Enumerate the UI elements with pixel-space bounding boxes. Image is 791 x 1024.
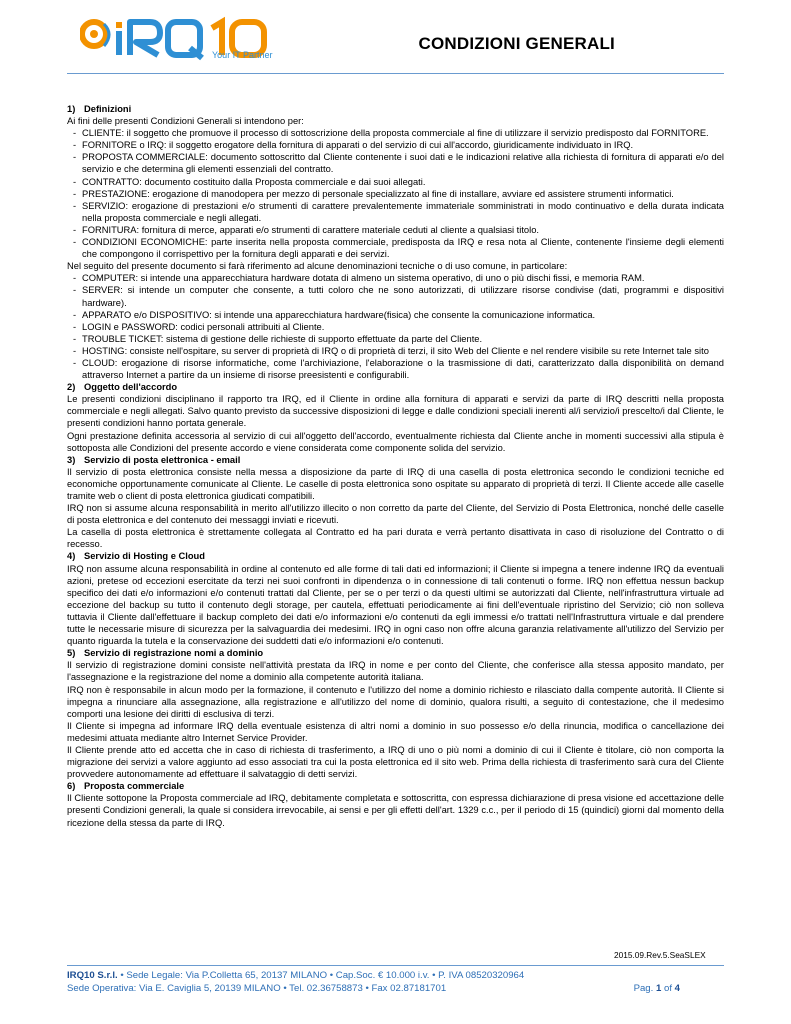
list-item: - FORNITURA: fornitura di merce, apparati e/o strumenti di carattere materiale ceduti al cliente a qualsiasi titolo. bbox=[82, 224, 724, 236]
list-item: - APPARATO e/o DISPOSITIVO: si intende una apparecchiatura hardware(fisica) che consente la comunicazione informatica. bbox=[82, 309, 724, 321]
company-name: IRQ10 S.r.l. bbox=[67, 970, 118, 981]
section-heading: 2) Oggetto dell'accordo bbox=[67, 382, 178, 393]
paragraph: Il Cliente sottopone la Proposta commerciale ad IRQ, debitamente completata e sottoscritta, con espressa dichiarazione di presa visione ed accettazione delle presenti Condizioni generali, la quale si considera irrevocabile, ai sensi e per gli effetti dell'art. 1329 c.c., per il periodo di 15 (quindici) giorni dal momento della ricezione della stessa da parte di IRQ. bbox=[67, 793, 724, 828]
logo-swirl-icon bbox=[82, 22, 109, 46]
list-item: - PROPOSTA COMMERCIALE: documento sottoscritto dal Cliente contenente i suoi dati e le indicazioni relative alla richiesta di fornitura di apparati e/o del servizio e che determina gli elementi essenziali del contratto. bbox=[82, 151, 724, 175]
revision-code: 2015.09.Rev.5.SeaSLEX bbox=[614, 950, 706, 960]
paragraph: Il Cliente si impegna ad informare IRQ della eventuale esistenza di altri nomi a dominio in suo possesso e/o della rinuncia, modifica o cancellazione dei medesimi attuata mediante altro Internet Service Provider. bbox=[67, 720, 724, 743]
definitions-list bbox=[67, 127, 724, 260]
section-heading: 5) Servizio di registrazione nomi a dominio bbox=[67, 648, 264, 659]
paragraph: Ogni prestazione definita accessoria al servizio di cui all'oggetto dell'accordo, eventualmente richiesta dal Cliente anche in momenti successivi alla stipula è sottoposta alle Condizioni del presente accordo e viene considerata come componente solida del servizio. bbox=[67, 430, 724, 453]
section-heading: 6) Proposta commerciale bbox=[67, 781, 185, 792]
list-item: - COMPUTER: si intende una apparecchiatura hardware dotata di almeno un sistema operativo, di uno o più dischi fissi, e memoria RAM. bbox=[82, 272, 724, 284]
paragraph: La casella di posta elettronica è strettamente collegata al Contratto ed ha pari durata e verrà pertanto disattivata in caso di risoluzione del Contratto o di recesso. bbox=[67, 527, 724, 550]
operative-address: Sede Operativa: Via E. Caviglia 5, 20139 MILANO • Tel. 02.36758873 • Fax 02.87181701 bbox=[67, 982, 447, 994]
list-item: - LOGIN e PASSWORD: codici personali attribuiti al Cliente. bbox=[82, 321, 724, 333]
paragraph: Il servizio di registrazione domini consiste nell'attività prestata da IRQ in nome e per conto del Cliente, che conferisce alla stessa apposito mandato, per l'assegnazione e la registrazione del nome a dominio alla competente autorità italiana. bbox=[67, 660, 724, 683]
paragraph: IRQ non assume alcuna responsabilità in ordine al contenuto ed alle forme di tali dati ed informazioni; il Cliente si impegna a tenere indenne IRQ da eventuali azioni, pretese od eccezioni esercitate da terzi nei suoi confronti in dipendenza o in connessione di tali contenuti o forme. IRQ non effettua nessun backup specifico dei dati e/o informazioni e/o contenuti trattati dal Cliente, per se o per terzi o da questi ultimi se autorizzati dal Cliente, nell'infrastruttura virtuale ad eccezione del backup su tutto il contenuto degli storage, per cautela, effettuati periodicamente ai fini dell'eventuale ripristino del Servizio; ciò non solleva tuttavia il Cliente dall'effettuare il backup completo dei dati e/o informazioni e/o contenuti da egli immessi e/o trattati nell'Infrastruttura virtuale e dal prendere tutte le necessarie misure di sicurezza per la salvaguardia dei medesimi. IRQ in ogni caso non offre alcuna garanzia relativamente all'utilizzo del Servizio per quanto riguarda la tutela e la conservazione dei suddetti dati e/o informazioni e/o contenuti. bbox=[67, 563, 724, 647]
footer-legal-line bbox=[67, 970, 724, 983]
list-item: - TROUBLE TICKET: sistema di gestione delle richieste di supporto effettuate da parte del Cliente. bbox=[82, 333, 724, 345]
paragraph: IRQ non si assume alcuna responsabilità in merito all'utilizzo illecito o non corretto da parte del Cliente, del Servizio di Posta Elettronica, nonché delle caselle di posta elettronica e del contenuto dei messaggi inviati e ricevuti. bbox=[67, 503, 724, 526]
list-item: - CONTRATTO: documento costituito dalla Proposta commerciale e dai suoi allegati. bbox=[82, 176, 724, 188]
list-item: - HOSTING: consiste nell'ospitare, su server di proprietà di IRQ o di proprietà di terzi, il sito Web del Cliente e nel rendere visibile su rete Internet tale sito bbox=[82, 345, 724, 357]
list-item: - CLOUD: erogazione di risorse informatiche, come l'archiviazione, l'elaborazione o la trasmissione di dati, caratterizzato dalla disponibilità on demand attraverso Internet a partire da un insieme di risorse preesistenti e configurabili. bbox=[82, 357, 724, 381]
list-item: - SERVER: si intende un computer che consente, a tutti coloro che ne sono autorizzati, di utilizzare risorse condivise (dati, programmi e dispositivi hardware). bbox=[82, 284, 724, 308]
logo-tagline: Your IT Partner bbox=[212, 50, 273, 60]
paragraph: Il Cliente prende atto ed accetta che in caso di richiesta di trasferimento, a IRQ di uno o più nomi a dominio di cui il Cliente è titolare, ciò non comporta la migrazione dei servizi a valore aggiunto ad esso associati tra cui la posta elettronica ed il sito web. Prima della richiesta di trasferimento sarà cura del Cliente provvedere autonomamente ad effettuare il salvataggio di detti servizi. bbox=[67, 744, 724, 780]
legal-address: • Sede Legale: Via P.Colletta 65, 20137 MILANO • Cap.Soc. € 10.000 i.v. • P. IVA 08520320964 bbox=[117, 970, 525, 981]
page-number: Pag. 1 of 4 bbox=[633, 982, 680, 994]
technical-terms-list bbox=[67, 272, 724, 381]
paragraph: IRQ non è responsabile in alcun modo per la formazione, il contenuto e l'utilizzo del nome a dominio richiesto e rilasciato dalla compente autorità. Il Cliente si impegna a rinunciare alla assegnazione, alla registrazione e all'utilizzo del nome di dominio, qualora risulti, a seguito di contestazione, che il medesimo comporti una lesione dei diritti di esclusiva di terzi. bbox=[67, 684, 724, 719]
page-footer bbox=[67, 970, 724, 995]
company-logo bbox=[80, 14, 312, 64]
page-title: CONDIZIONI GENERALI bbox=[418, 34, 615, 53]
footer-divider bbox=[67, 965, 724, 966]
list-item: - CLIENTE: il soggetto che promuove il processo di sottoscrizione della proposta commerciale al fine di utilizzare il servizio predisposto dal FORNITORE. bbox=[82, 127, 724, 139]
section-intro: Nel seguito del presente documento si farà riferimento ad alcune denominazioni tecniche o di uso comune, in particolare: bbox=[67, 261, 568, 272]
list-item: - FORNITORE o IRQ: il soggetto erogatore della fornitura di apparati o del servizio di cui all'accordo, giuridicamente individuato in IRQ. bbox=[82, 139, 724, 151]
header-divider bbox=[67, 73, 724, 74]
list-item: - PRESTAZIONE: erogazione di manodopera per mezzo di personale specializzato al fine di installare, avviare ed assistere strumenti informatici. bbox=[82, 188, 724, 200]
section-intro: Ai fini delle presenti Condizioni Generali si intendono per: bbox=[67, 116, 304, 127]
paragraph: Le presenti condizioni disciplinano il rapporto tra IRQ, ed il Cliente in ordine alla fornitura di apparati e servizi da parte di IRQ descritti nella proposta commerciale e negli allegati. Salvo quanto previsto da successive disposizioni di legge e dalle condizioni speciali inerenti al/i servizio/i prescelto/i dal Cliente, le presenti condizioni hanno portata generale. bbox=[67, 394, 725, 429]
list-item: - SERVIZIO: erogazione di prestazioni e/o strumenti di carattere prevalentemente immateriale somministrati in modo continuativo e della durata indicata nella proposta commerciale e negli allegati. bbox=[82, 200, 724, 224]
section-heading: 4) Servizio di Hosting e Cloud bbox=[67, 551, 205, 562]
footer-operative-line bbox=[67, 983, 724, 996]
list-item: - CONDIZIONI ECONOMICHE: parte inserita nella proposta commerciale, predisposta da IRQ e resa nota al Cliente, contenente l'insieme degli elementi che compongono il corrispettivo per la fornitura degli apparati e dei servizi. bbox=[82, 236, 724, 260]
section-heading: 1) Definizioni bbox=[67, 104, 132, 114]
section-heading: 3) Servizio di posta elettronica - email bbox=[67, 454, 241, 465]
document-body bbox=[67, 103, 724, 829]
page-header bbox=[0, 0, 791, 78]
paragraph: Il servizio di posta elettronica consiste nella messa a disposizione da parte di IRQ di una casella di posta elettronica secondo le condizioni tecniche ed economiche opportunamente comunicate al Cliente. Le caselle di posta elettronica sono ospitate su apparato di proprietà di terzi. Il Cliente accede alle caselle tramite web o client di posta elettronica giudicati compatibili. bbox=[67, 466, 724, 501]
